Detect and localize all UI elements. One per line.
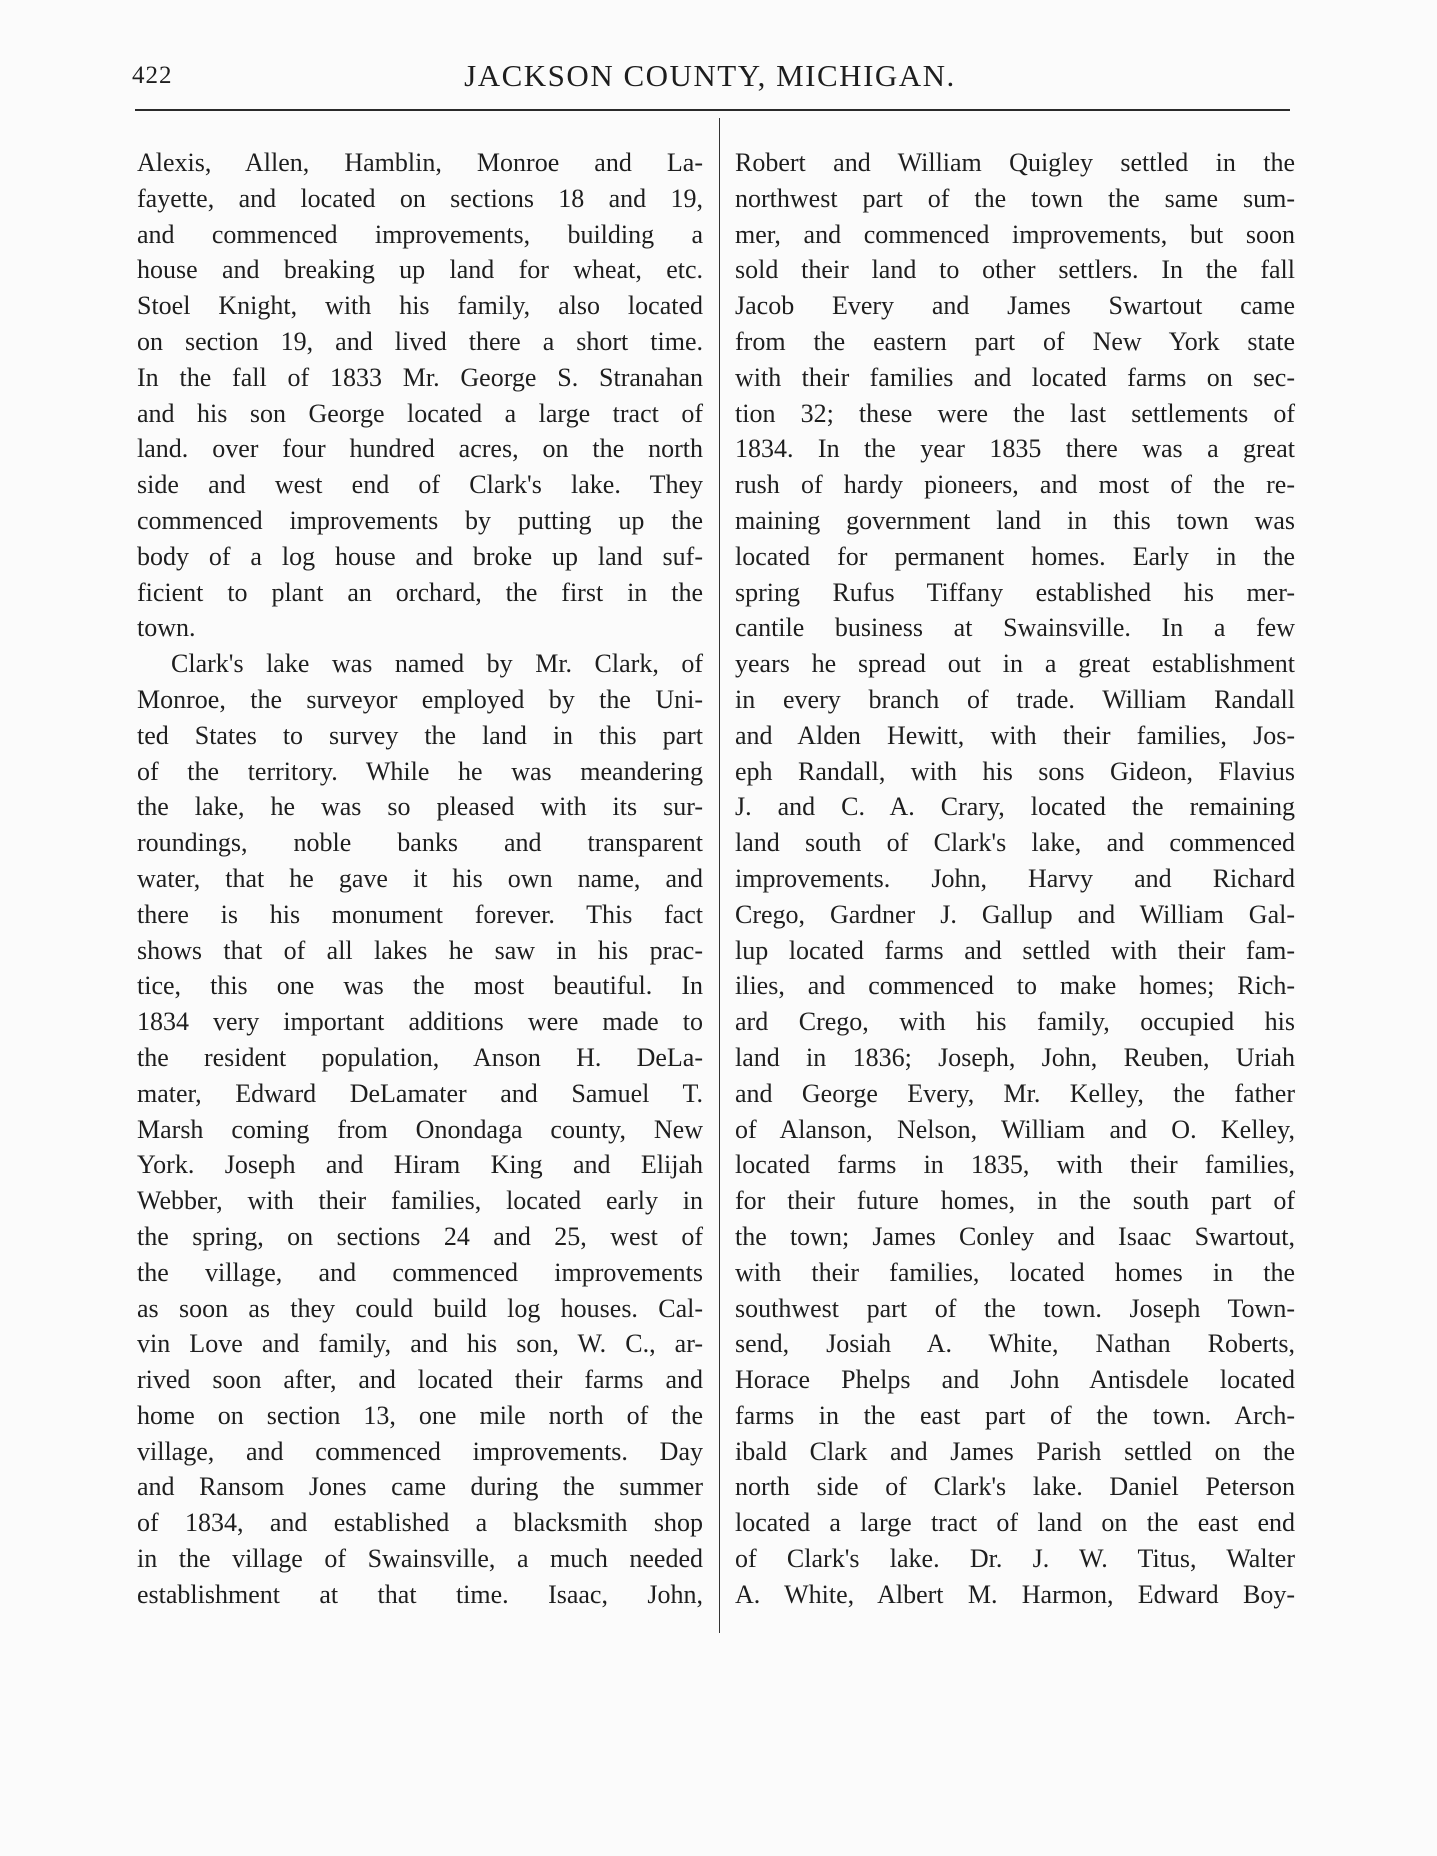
text-line: Jacob Every and James Swartout came <box>735 291 1295 321</box>
text-line: Clark's lake was named by Mr. Clark, of <box>171 649 703 679</box>
text-line: located a large tract of land on the east end <box>735 1508 1295 1538</box>
text-line: Alexis, Allen, Hamblin, Monroe and La- <box>137 148 703 177</box>
text-line: Stoel Knight, with his family, also located <box>137 291 703 321</box>
text-line: tion 32; these were the last settlements of <box>735 398 1295 428</box>
text-line: Webber, with their families, located early in <box>137 1186 703 1216</box>
text-line: of the territory. While he was meandering <box>137 756 703 786</box>
right-column <box>735 145 1295 1613</box>
text-line: In the fall of 1833 Mr. George S. Stranahan <box>137 362 703 392</box>
text-line: as soon as they could build log houses. Cal- <box>137 1293 703 1323</box>
text-line: land south of Clark's lake, and commenced <box>735 828 1295 858</box>
text-line: Crego, Gardner J. Gallup and William Gal- <box>735 899 1295 929</box>
text-line: the resident population, Anson H. DeLa- <box>137 1042 703 1072</box>
text-line: Horace Phelps and John Antisdele located <box>735 1365 1295 1395</box>
text-line: York. Joseph and Hiram King and Elijah <box>137 1150 703 1180</box>
text-line: cantile business at Swainsville. In a few <box>735 613 1295 643</box>
text-line: A. White, Albert M. Harmon, Edward Boy- <box>735 1579 1295 1609</box>
text-line: on section 19, and lived there a short time. <box>137 326 703 356</box>
text-line: ted States to survey the land in this part <box>137 720 703 750</box>
text-line: village, and commenced improvements. Day <box>137 1436 703 1466</box>
text-line: with their families, located homes in the <box>735 1257 1295 1287</box>
left-column <box>137 145 703 1613</box>
text-line: land in 1836; Joseph, John, Reuben, Uriah <box>735 1042 1295 1072</box>
text-line: ilies, and commenced to make homes; Rich- <box>735 971 1295 1001</box>
text-line: mer, and commenced improvements, but soon <box>735 219 1295 249</box>
text-line: with their families and located farms on sec- <box>735 362 1295 392</box>
text-line: and George Every, Mr. Kelley, the father <box>735 1078 1295 1108</box>
text-line: commenced improvements by putting up the <box>137 505 703 535</box>
text-line: the town; James Conley and Isaac Swartout, <box>735 1221 1295 1251</box>
text-line: there is his monument forever. This fact <box>137 899 703 929</box>
text-line: house and breaking up land for wheat, etc. <box>137 255 703 285</box>
text-line: and Alden Hewitt, with their families, Jos- <box>735 720 1295 750</box>
text-line: Robert and William Quigley settled in the <box>735 148 1295 177</box>
text-line: for their future homes, in the south part of <box>735 1186 1295 1216</box>
text-line: from the eastern part of New York state <box>735 326 1295 356</box>
text-line: tice, this one was the most beautiful. In <box>137 971 703 1001</box>
text-line: side and west end of Clark's lake. They <box>137 470 703 500</box>
header-rule <box>135 109 1290 111</box>
text-line: lup located farms and settled with their fam- <box>735 935 1295 965</box>
text-line: send, Josiah A. White, Nathan Roberts, <box>735 1329 1295 1359</box>
text-line: and Ransom Jones came during the summer <box>137 1472 703 1502</box>
running-head-title: JACKSON COUNTY, MICHIGAN. <box>464 58 956 93</box>
text-line: the lake, he was so pleased with its sur- <box>137 792 703 822</box>
text-line: rush of hardy pioneers, and most of the re- <box>735 470 1295 500</box>
text-line: maining government land in this town was <box>735 505 1295 535</box>
text-line: body of a log house and broke up land suf- <box>137 541 703 571</box>
text-line: years he spread out in a great establishment <box>735 649 1295 679</box>
text-line: improvements. John, Harvy and Richard <box>735 863 1295 893</box>
text-line: of Alanson, Nelson, William and O. Kelley, <box>735 1114 1295 1144</box>
text-line: Monroe, the surveyor employed by the Uni- <box>137 684 703 714</box>
text-line: water, that he gave it his own name, and <box>137 863 703 893</box>
text-line: ard Crego, with his family, occupied his <box>735 1007 1295 1037</box>
text-line: land. over four hundred acres, on the north <box>137 434 703 464</box>
text-line: ibald Clark and James Parish settled on the <box>735 1436 1295 1466</box>
text-line: southwest part of the town. Joseph Town- <box>735 1293 1295 1323</box>
text-line: establishment at that time. Isaac, John, <box>137 1579 703 1609</box>
text-line: the village, and commenced improvements <box>137 1257 703 1287</box>
page-number: 422 <box>132 62 173 89</box>
text-line: located farms in 1835, with their families, <box>735 1150 1295 1180</box>
text-line: town. <box>137 613 196 643</box>
text-line: fayette, and located on sections 18 and 19, <box>137 183 703 213</box>
text-line: farms in the east part of the town. Arch- <box>735 1400 1295 1430</box>
text-line: sold their land to other settlers. In the fall <box>735 255 1295 285</box>
text-line: J. and C. A. Crary, located the remaining <box>735 792 1295 822</box>
text-line: in every branch of trade. William Randall <box>735 684 1295 714</box>
text-line: home on section 13, one mile north of the <box>137 1400 703 1430</box>
text-line: of 1834, and established a blacksmith shop <box>137 1508 703 1538</box>
text-line: the spring, on sections 24 and 25, west of <box>137 1221 703 1251</box>
text-line: and his son George located a large tract of <box>137 398 703 428</box>
text-line: northwest part of the town the same sum- <box>735 183 1295 213</box>
text-line: and commenced improvements, building a <box>137 219 703 249</box>
text-line: 1834. In the year 1835 there was a great <box>735 434 1295 464</box>
text-line: in the village of Swainsville, a much needed <box>137 1544 703 1574</box>
text-line: north side of Clark's lake. Daniel Peterson <box>735 1472 1295 1502</box>
text-line: roundings, noble banks and transparent <box>137 828 703 858</box>
text-line: ficient to plant an orchard, the first in the <box>137 577 703 607</box>
column-divider <box>719 118 720 1633</box>
text-line: 1834 very important additions were made to <box>137 1007 703 1037</box>
text-line: vin Love and family, and his son, W. C., ar- <box>137 1329 703 1359</box>
text-line: Marsh coming from Onondaga county, New <box>137 1114 703 1144</box>
text-line: of Clark's lake. Dr. J. W. Titus, Walter <box>735 1544 1295 1574</box>
text-line: located for permanent homes. Early in the <box>735 541 1295 571</box>
text-line: shows that of all lakes he saw in his prac- <box>137 935 703 965</box>
text-line: rived soon after, and located their farms and <box>137 1365 703 1395</box>
text-line: spring Rufus Tiffany established his mer- <box>735 577 1295 607</box>
text-line: mater, Edward DeLamater and Samuel T. <box>137 1078 703 1108</box>
text-line: eph Randall, with his sons Gideon, Flavius <box>735 756 1295 786</box>
